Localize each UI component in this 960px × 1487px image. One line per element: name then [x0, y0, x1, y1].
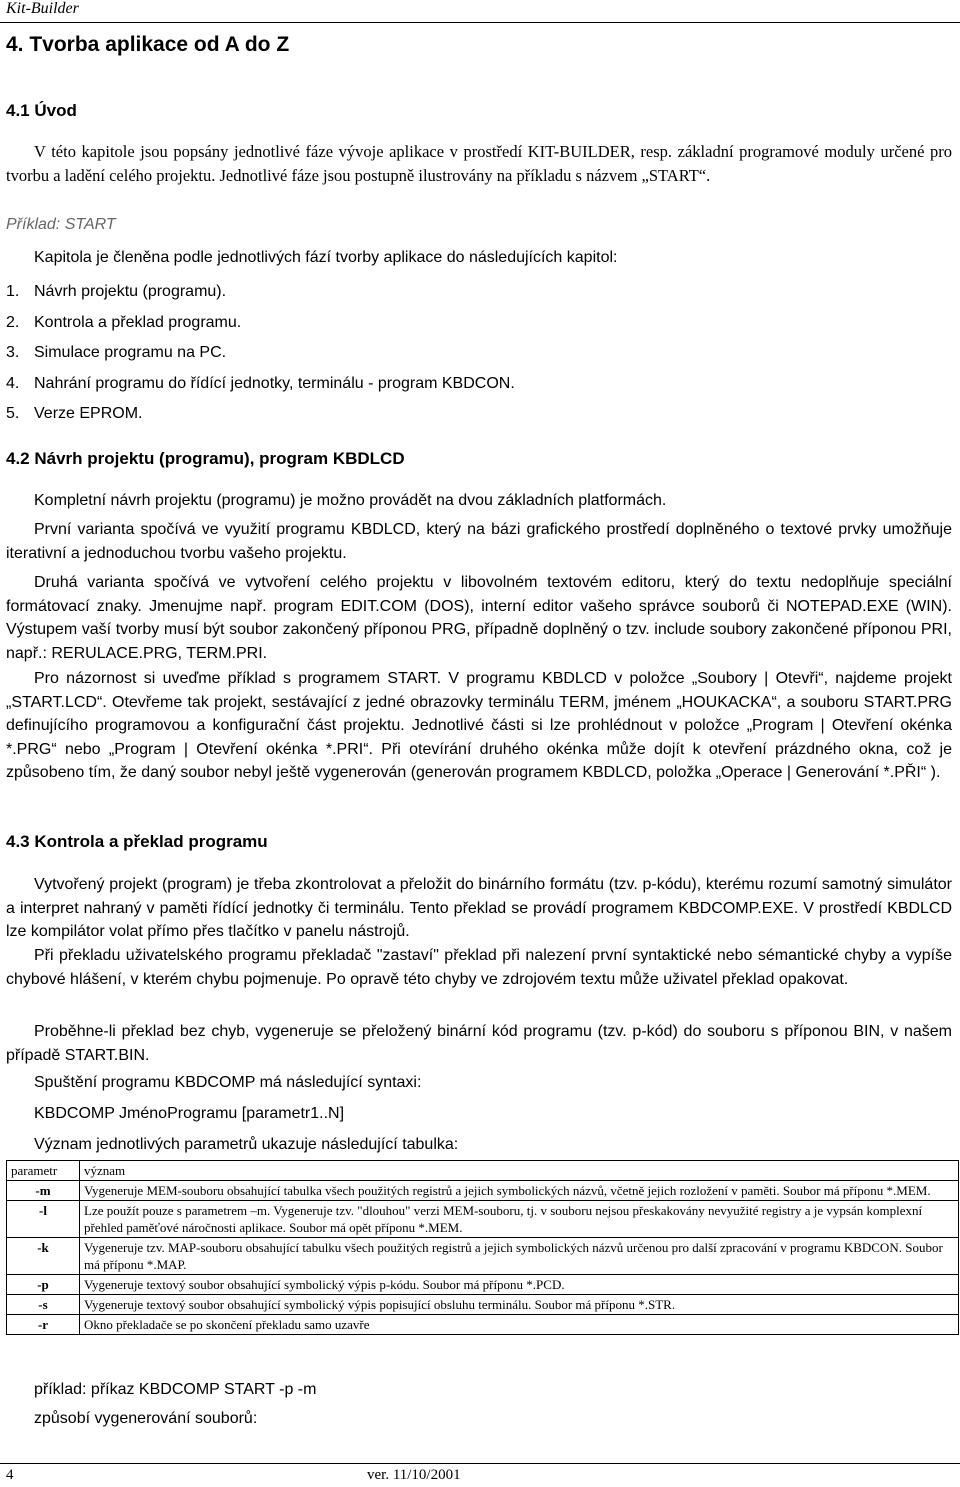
meaning-cell: Vygeneruje textový soubor obsahující symbolický výpis p-kódu. Soubor má příponu *.PCD. [80, 1275, 959, 1295]
section-4-3-paragraph-3: Proběhne-li překlad bez chyb, vygeneruje se přeložený binární kód programu (tzv. p-kód) do souboru s příponou BIN, v našem případě START.BIN. [6, 1023, 952, 1064]
example-label: Příklad: START [6, 216, 116, 233]
page-number: 4 [6, 1467, 14, 1483]
param-cell: -p [7, 1275, 80, 1295]
table-row [7, 1181, 959, 1201]
meaning-cell: Vygeneruje tzv. MAP-souboru obsahující tabulku všech použitých registrů a jejich symbolických názvů určenou pro další zpracování v programu KBDCON. Soubor má příponu *.MAP. [80, 1238, 959, 1275]
table-header-row [7, 1161, 959, 1181]
section-4-2-paragraph-3: Druhá varianta spočívá ve vytvoření celého projektu v libovolném textovém editoru, který do textu nedoplňuje speciální formátovací znaky. Jmenujme např. program EDIT.COM (DOS), interní editor vašeho správce souborů či NOTEPAD.EXE (WIN). Výstupem vaší tvorby musí být soubor zakončený příponou PRG, případně doplněný o tzv. include soubory zakončené příponou PRI, např.: RERULACE.PRG, TERM.PRI. [6, 574, 952, 662]
section-4-2-paragraph-1: Kompletní návrh projektu (programu) je možno provádět na dvou základních platformách. [34, 492, 667, 509]
syntax-intro: Spuštění programu KBDCOMP má následující syntaxi: [34, 1074, 422, 1091]
section-4-2-paragraph-2: První varianta spočívá ve využití programu KBDLCD, který na bázi grafického prostředí doplněného o textové prvky umožňuje iterativní a jednoduchou tvorbu vašeho projektu. [6, 521, 952, 562]
example-result: způsobí vygenerování souborů: [34, 1410, 258, 1427]
meaning-cell: Lze použít pouze s parametrem –m. Vygeneruje tzv. "dlouhou" verzi MEM-souboru, tj. v souboru nejsou přeskakovány nevyužité registry a je vypsán komplexní přehled paměťové náročnosti aplikace. Soubor má opět příponu *.MEM. [80, 1201, 959, 1238]
list-item: 3. Simulace programu na PC. [6, 344, 227, 361]
header-rule [0, 22, 960, 23]
table-row [7, 1275, 959, 1295]
version-label: ver. 11/10/2001 [367, 1467, 461, 1483]
param-cell: -k [7, 1238, 80, 1275]
table-row [7, 1295, 959, 1315]
section-4-2-title: 4.2 Návrh projektu (programu), program KBDLCD [6, 449, 405, 468]
meaning-cell: Okno překladače se po skončení překladu samo uzavře [80, 1315, 959, 1335]
param-cell: -s [7, 1295, 80, 1315]
section-4-2-paragraph-4: Pro názornost si uveďme příklad s programem START. V programu KBDLCD v položce „Soubory | Otevři“, najdeme projekt „START.LCD“. Otevřeme tak projekt, sestávající z jedné obrazovky terminálu TERM, jménem „HOUKACKA“, a souboru START.PRG definujícího programovou a konfigurační část projektu. Jednotlivé části si lze prohlédnout v položce „Program | Otevření okénka *.PRG“ nebo „Program | Otevření okénka *.PRI“. Při otevírání druhého okénka může dojít k otevření prázdného okna, což je způsobeno tím, že daný soubor nebyl ještě vygenerován (generován programem KBDLCD, položka „Operace | Generování *.PŘI“ ). [6, 670, 952, 781]
section-4-3-title: 4.3 Kontrola a překlad programu [6, 832, 268, 851]
chapters-intro: Kapitola je členěna podle jednotlivých fází tvorby aplikace do následujících kapitol: [34, 249, 618, 266]
running-header: Kit-Builder [6, 0, 79, 17]
parameter-table [6, 1160, 959, 1335]
table-row [7, 1315, 959, 1335]
section-4-1-title: 4.1 Úvod [6, 101, 77, 120]
list-item: 4. Nahrání programu do řídící jednotky, terminálu - program KBDCON. [6, 374, 515, 392]
list-item: 1. Návrh projektu (programu). [6, 283, 227, 300]
meaning-cell: Vygeneruje textový soubor obsahující symbolický výpis popisující obsluhu terminálu. Soubor má příponu *.STR. [80, 1295, 959, 1315]
list-item: 5. Verze EPROM. [6, 405, 143, 422]
footer-rule [0, 1463, 960, 1464]
param-cell: -l [7, 1201, 80, 1238]
column-header-parameter: parametr [7, 1161, 80, 1181]
example-command: příklad: příkaz KBDCOMP START -p -m [34, 1381, 317, 1398]
intro-paragraph: V této kapitole jsou popsány jednotlivé fáze vývoje aplikace v prostředí KIT-BUILDER, resp. základní programové moduly určené pro tvorbu a ladění celého projektu. Jednotlivé fáze jsou postupně ilustrovány na příkladu s názvem „START“. [6, 142, 952, 185]
list-item: 2. Kontrola a překlad programu. [6, 313, 242, 331]
table-row [7, 1238, 959, 1275]
syntax-line: KBDCOMP JménoProgramu [parametr1..N] [34, 1105, 345, 1122]
param-cell: -r [7, 1315, 80, 1335]
section-4-3-paragraph-2: Při překladu uživatelského programu překladač "zastaví" překlad při nalezení první syntaktické nebo sémantické chyby a vypíše chybové hlášení, v kterém chybu pojmenuje. Po opravě této chyby ve zdrojovém textu může uživatel překlad opakovat. [6, 947, 952, 988]
chapter-title: 4. Tvorba aplikace od A do Z [6, 33, 290, 56]
param-cell: -m [7, 1181, 80, 1201]
chapter-list [6, 277, 515, 430]
table-row [7, 1201, 959, 1238]
meaning-cell: Vygeneruje MEM-souboru obsahující tabulka všech použitých registrů a jejich symbolických názvů, včetně jejich rozložení v paměti. Soubor má příponu *.MEM. [80, 1181, 959, 1201]
section-4-3-paragraph-1: Vytvořený projekt (program) je třeba zkontrolovat a přeložit do binárního formátu (tzv. p-kódu), kterému rozumí samotný simulátor a interpret nahraný v paměti řídící jednotky či terminálu. Tento překlad se provádí programem KBDCOMP.EXE. V prostředí KBDLCD lze kompilátor volat přímo přes tlačítko v panelu nástrojů. [6, 876, 952, 940]
table-intro: Význam jednotlivých parametrů ukazuje následující tabulka: [34, 1136, 459, 1153]
column-header-meaning: význam [80, 1161, 959, 1181]
